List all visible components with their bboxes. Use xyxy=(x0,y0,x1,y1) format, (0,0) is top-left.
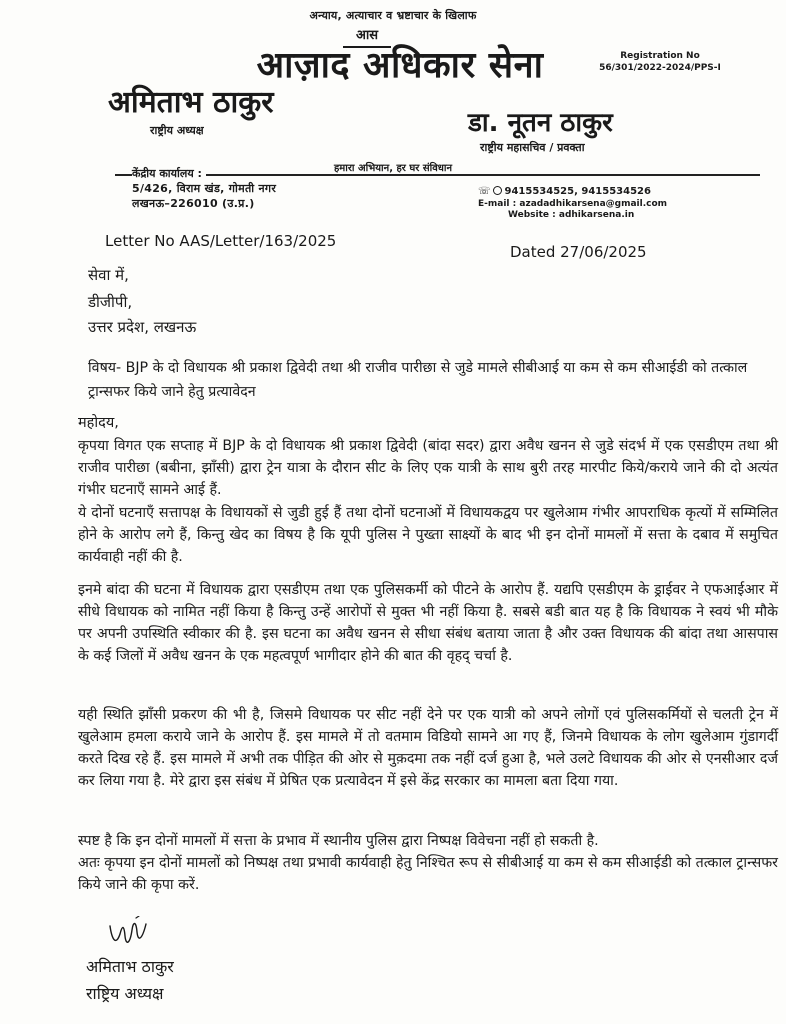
header-divider xyxy=(115,174,760,176)
org-logo: आस xyxy=(343,28,391,48)
president-title: राष्ट्रीय अध्यक्ष xyxy=(150,124,204,137)
motto: हमारा अभियान, हर घर संविधान xyxy=(333,163,453,174)
salutation: महोदय, xyxy=(78,415,119,431)
handwritten-signature xyxy=(106,916,150,952)
body-paragraph: कृपया विगत एक सप्ताह में BJP के दो विधायक श्री प्रकाश द्विवेदी (बांदा सदर) द्वारा अवैध खनन से जुडे संदर्भ में एक एसडीएम तथा श्री राजीव पारीछा (बबीना, झाँसी) द्वारा ट्रेन यात्रा के दौरान सीट के लिए एक यात्री के साथ बुरी तरह मारपीट किये/कराये जाने की दो अत्यंत गंभीर घटनाएँ सामने आई हैं. xyxy=(78,438,778,498)
office-address-line1: 5/426, विराम खंड, गोमती नगर xyxy=(132,182,277,195)
phone-numbers: 9415534525, 9415534526 xyxy=(504,186,651,197)
letter-subject: विषय- BJP के दो विधायक श्री प्रकाश द्विवेदी तथा श्री राजीव पारीछा से जुडे मामले सीबीआई या कम से कम सीआईडी को तत्काल ट्रान्सफर किये जाने हेतु प्रत्यावेदन xyxy=(88,360,748,400)
registration-block xyxy=(560,50,760,74)
letter-number: Letter No AAS/Letter/163/2025 xyxy=(105,232,337,250)
whatsapp-icon xyxy=(493,186,502,195)
general-secretary-name: डा. नूतन ठाकुर xyxy=(468,108,613,138)
letter-date: Dated 27/06/2025 xyxy=(510,243,647,261)
website-label: Website : xyxy=(508,210,556,220)
letterhead-tagline: अन्याय, अत्याचार व भ्रष्टाचार के खिलाफ xyxy=(309,9,477,22)
org-name: आज़ाद अधिकार सेना xyxy=(256,45,544,86)
contact-phone xyxy=(478,186,651,197)
contact-website xyxy=(508,210,634,220)
office-label: केंद्रीय कार्यालय : xyxy=(132,166,206,181)
signatory-name: अमिताभ ठाकुर xyxy=(86,957,174,976)
signatory-title: राष्ट्रिय अध्यक्ष xyxy=(86,984,164,1003)
address-line: सेवा में, xyxy=(88,266,129,284)
address-line: उत्तर प्रदेश, लखनऊ xyxy=(88,318,197,336)
registration-number: 56/301/2022-2024/PPS-I xyxy=(599,63,721,73)
body-paragraph: अतः कृपया इन दोनों मामलों को निष्पक्ष तथा प्रभावी कार्यवाही हेतु निश्चित रूप से सीबीआई या कम से कम सीआईडी को तत्काल ट्रान्सफर किये जाने की कृपा करें. xyxy=(78,855,778,893)
phone-icon: ☏ xyxy=(478,186,491,197)
body-paragraph: ये दोनों घटनाएँ सत्तापक्ष के विधायकों से जुडी हुई हैं तथा दोनों घटनाओं में विधायकद्वय पर खुलेआम गंभीर आपराधिक कृत्यों में सम्मिलित होने के आरोप लगे हैं, किन्तु खेद का विषय है कि यूपी पुलिस ने पुख्ता साक्ष्यों के बाद भी इन दोनों मामलों में सत्ता के दबाव में समुचित कार्यवाही नहीं की है. xyxy=(78,505,778,565)
website-address: adhikarsena.in xyxy=(558,210,635,220)
registration-label: Registration No xyxy=(620,51,700,61)
body-paragraph: स्पष्ट है कि इन दोनों मामलों में सत्ता के प्रभाव में स्थानीय पुलिस द्वारा निष्पक्ष विवेचना नहीं हो सकती है. xyxy=(78,833,599,849)
email-address: azadadhikarsena@gmail.com xyxy=(519,199,668,209)
contact-email xyxy=(478,199,667,209)
president-name: अमिताभ ठाकुर xyxy=(108,85,274,120)
email-label: E-mail : xyxy=(478,199,517,209)
office-address-line2: लखनऊ–226010 (उ.प्र.) xyxy=(132,197,255,210)
general-secretary-title: राष्ट्रीय महासचिव / प्रवक्ता xyxy=(480,141,585,154)
body-paragraph: इनमे बांदा की घटना में विधायक द्वारा एसडीएम तथा एक पुलिसकर्मी को पीटने के आरोप हैं. यद्यपि एसडीएम के ड्राईवर ने एफआईआर में सीधे विधायक को नामित नहीं किया है किन्तु उन्हें आरोपों से मुक्त भी नहीं किया है. सबसे बडी बात यह है कि विधायक ने स्वयं भी मौके पर अपनी उपस्थिति स्वीकार की है. इस घटना का अवैध खनन से सीधा संबंध बताया जाता है और उक्त विधायक की बांदा तथा आसपास के कई जिलों में अवैध खनन के एक महत्वपूर्ण भागीदार होने की बात की वृहद् चर्चा है. xyxy=(78,582,778,664)
body-paragraph: यही स्थिति झाँसी प्रकरण की भी है, जिसमे विधायक पर सीट नहीं देने पर एक यात्री को अपने लोगों एवं पुलिसकर्मियों से चलती ट्रेन में खुलेआम हमला कराये जाने के आरोप हैं. इस मामले में तो वतमाम विडियो सामने आ गए हैं, जिनमे विधायक के लोग खुलेआम गुंडागर्दी करते दिख रहे हैं. इस मामले में अभी तक पीड़ित की ओर से मुक़दमा तक नहीं दर्ज हुआ है, भले उलटे विधायक की ओर से एनसीआर दर्ज कर लिया गया है. मेरे द्वारा इस संबंध में प्रेषित एक प्रत्यावेदन में इसे केंद्र सरकार का मामला बता दिया गया. xyxy=(78,707,778,789)
address-line: डीजीपी, xyxy=(88,293,133,311)
